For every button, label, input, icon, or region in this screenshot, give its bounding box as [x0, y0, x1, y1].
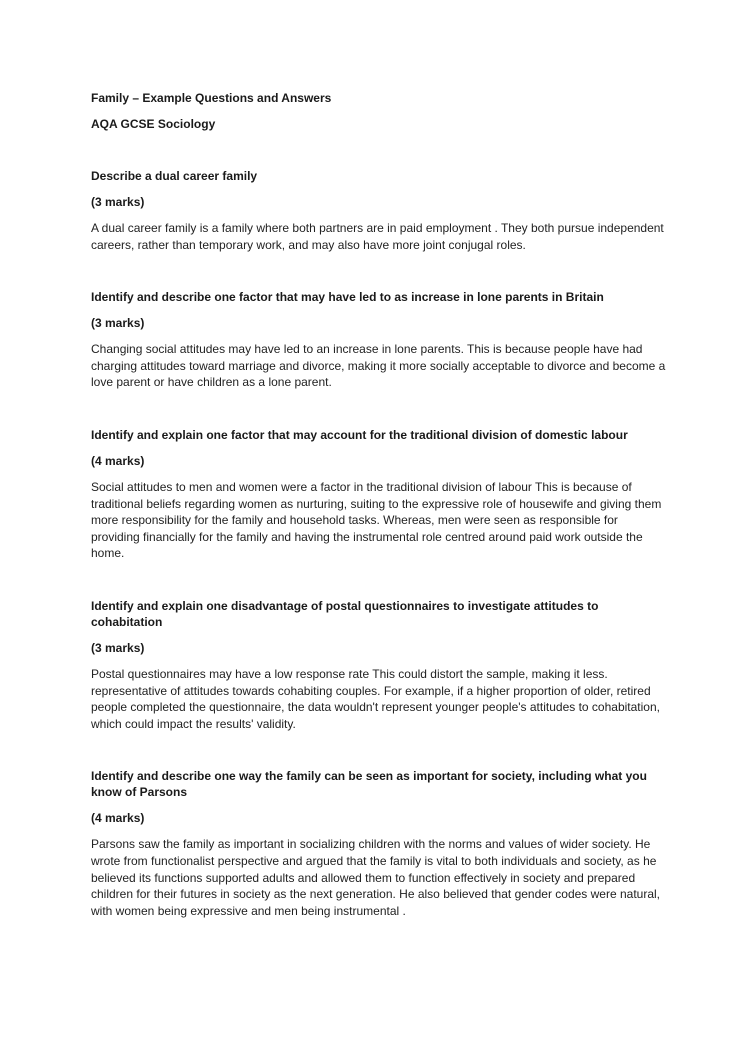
question-marks: (4 marks) — [91, 811, 145, 826]
question-heading: Identify and describe one factor that may have led to as increase in lone parents in Britain — [91, 290, 604, 305]
question-4 — [91, 598, 666, 732]
question-2 — [91, 289, 666, 391]
question-answer: Postal questionnaires may have a low response rate This could distort the sample, making it less. representative of attitudes towards cohabiting couples. For example, if a higher proportion of older, retired people completed the questionnaire, the data wouldn't represent younger people's attitudes to cohabitation, which could impact the results' validity. — [91, 666, 660, 731]
question-answer: Social attitudes to men and women were a factor in the traditional division of labour This is because of traditional beliefs regarding women as nurturing, suiting to the expressive role of housewife and giving them more responsibility for the family and household tasks. Whereas, men were seen as responsible for providing financially for the family and having the instrumental role centred around paid work outside the home. — [91, 479, 662, 561]
question-answer: Changing social attitudes may have led to an increase in lone parents. This is because people have had charging attitudes toward marriage and divorce, making it more socially acceptable to divorce and become a love parent or have children as a lone parent. — [91, 342, 666, 390]
question-heading: Describe a dual career family — [91, 169, 258, 183]
question-heading: Identify and describe one way the family can be seen as important for society, including what you know of Parsons — [91, 769, 647, 800]
question-heading: Identify and explain one disadvantage of postal questionnaires to investigate attitudes to cohabitation — [91, 598, 599, 629]
question-answer: A dual career family is a family where both partners are in paid employment . They both pursue independent careers, rather than temporary work, and may also have more joint conjugal roles. — [91, 221, 664, 252]
question-answer: Parsons saw the family as important in socializing children with the norms and values of wider society. He wrote from functionalist perspective and argued that the family is vital to both individuals and society, as he believed its functions supported adults and allowed them to function effectively in society and prepared children for their futures in society as the next generation. He also believed that gender codes were natural, with women being expressive and men being instrumental . — [91, 837, 660, 918]
question-marks: (3 marks) — [91, 640, 145, 655]
document-subtitle: AQA GCSE Sociology — [91, 117, 216, 131]
question-heading: Identify and explain one factor that may account for the traditional division of domestic labour — [91, 427, 628, 442]
question-5 — [91, 768, 666, 919]
document-page — [91, 90, 666, 919]
question-3 — [91, 427, 666, 562]
document-title: Family – Example Questions and Answers — [91, 91, 332, 105]
question-marks: (4 marks) — [91, 453, 145, 468]
question-marks: (3 marks) — [91, 195, 145, 209]
question-marks: (3 marks) — [91, 316, 145, 331]
question-1 — [91, 168, 666, 253]
